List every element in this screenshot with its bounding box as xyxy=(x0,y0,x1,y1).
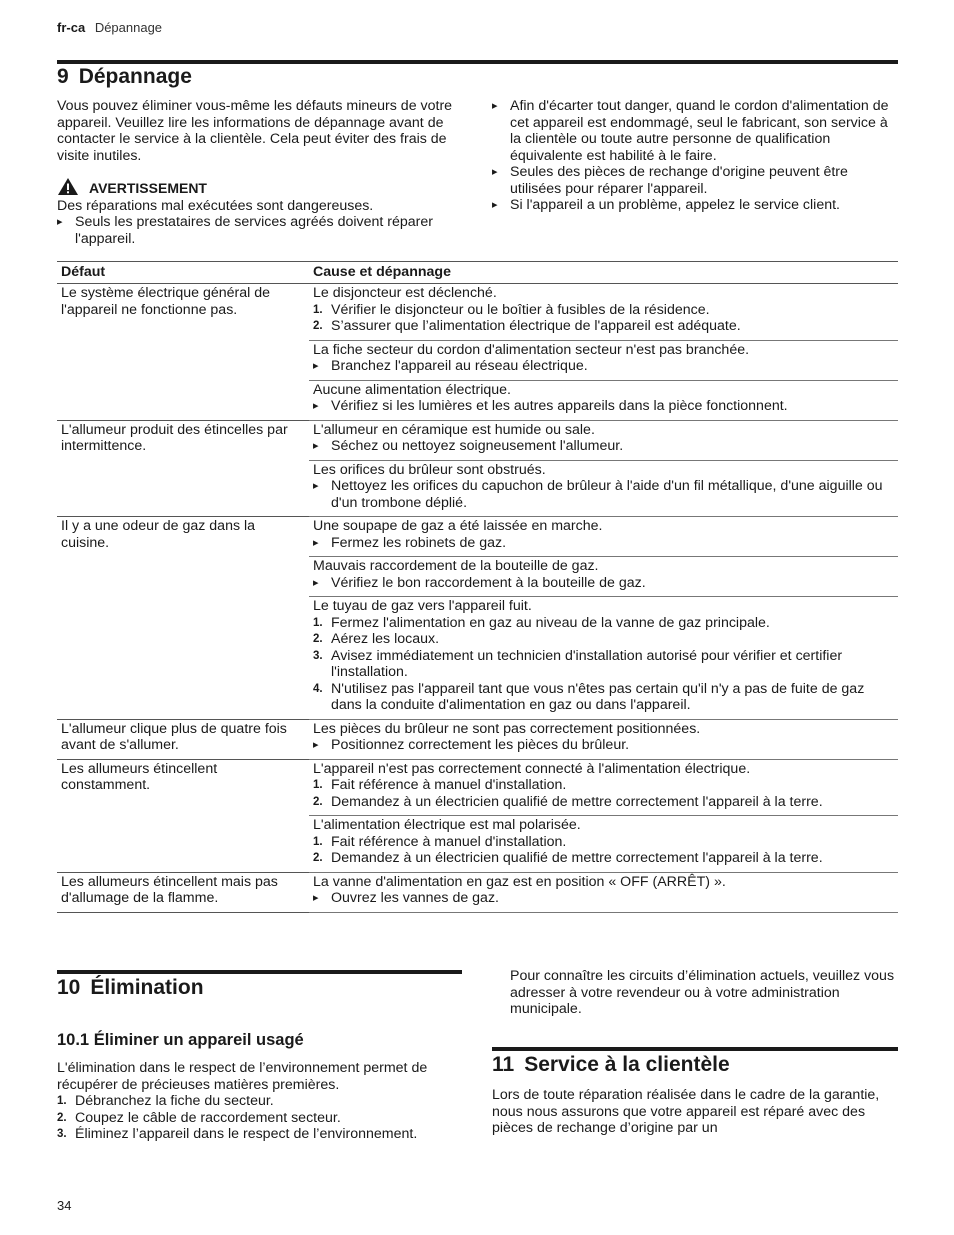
defect-cell: Les allumeurs étincellent mais pas d'allumage de la flamme. xyxy=(57,872,309,912)
right-bullet: ▸ Seules des pièces de rechange d'origine peuvent être utilisées pour réparer l'appareil. xyxy=(492,164,897,197)
warning-block xyxy=(57,180,457,247)
table-row xyxy=(57,284,898,341)
warning-text: Des réparations mal exécutées sont dangereuses. xyxy=(57,197,374,214)
remedy-bullet: ▸ Séchez ou nettoyez soigneusement l'allumeur. xyxy=(313,438,894,455)
subsection-10-1-heading xyxy=(57,1030,304,1050)
step-item: 3. Avisez immédiatement un technicien d'installation autorisé pour vérifier et certifier l'installation. xyxy=(313,647,843,680)
column-header-defect: Défaut xyxy=(57,262,309,284)
cause-text: L'appareil n'est pas correctement connecté à l'alimentation électrique. xyxy=(313,760,751,777)
section-title: Service à la clientèle xyxy=(524,1053,730,1076)
cause-cell xyxy=(309,557,898,597)
section-title: Élimination xyxy=(90,976,204,999)
remedy-bullet: ▸ Nettoyez les orifices du capuchon de brûleur à l'aide d'un fil métallique, d'une aiguille ou d'un trombone déplié. xyxy=(313,478,894,511)
cause-cell xyxy=(309,872,898,912)
section-rule xyxy=(57,60,898,64)
cause-text: Les orifices du brûleur sont obstrués. xyxy=(313,461,546,478)
cause-text: La vanne d'alimentation en gaz est en position « OFF (ARRÊT) ». xyxy=(313,873,726,890)
remedy-bullet: ▸ Branchez l'appareil au réseau électrique. xyxy=(313,358,894,375)
section-number: 10 xyxy=(57,976,81,999)
warning-icon xyxy=(57,177,79,196)
table-header-row xyxy=(57,262,898,284)
section-number: 9 xyxy=(57,65,69,88)
remedy-bullet: ▸ Fermez les robinets de gaz. xyxy=(313,535,894,552)
table-row xyxy=(57,420,898,460)
remedy-bullet: ▸ Ouvrez les vannes de gaz. xyxy=(313,890,894,907)
cause-cell xyxy=(309,284,898,341)
step-item: 2. Demandez à un électricien qualifié de mettre correctement l'appareil à la terre. xyxy=(313,850,823,866)
cause-text: Aucune alimentation électrique. xyxy=(313,381,511,398)
page-number: 34 xyxy=(57,1198,72,1213)
cause-cell xyxy=(309,517,898,557)
step-item: 1. Fait référence à manuel d'installation. xyxy=(313,833,567,850)
cause-cell xyxy=(309,340,898,380)
table-row xyxy=(57,517,898,557)
language-code: fr-ca xyxy=(57,20,86,35)
section-rule xyxy=(57,970,462,974)
warning-title-text: AVERTISSEMENT xyxy=(89,180,207,196)
section-9-heading xyxy=(57,65,192,89)
cause-text: Une soupape de gaz a été laissée en marche. xyxy=(313,518,603,534)
cause-text: L'allumeur en céramique est humide ou sale. xyxy=(313,421,595,438)
remedy-bullet: ▸ Vérifiez le bon raccordement à la bouteille de gaz. xyxy=(313,575,894,592)
cause-text: Le tuyau de gaz vers l'appareil fuit. xyxy=(313,598,532,614)
step-item: 2. S’assurer que l’alimentation électrique de l'appareil est adéquate. xyxy=(313,318,741,334)
step-item: 1. Fermez l'alimentation en gaz au niveau de la vanne de gaz principale. xyxy=(313,614,770,631)
step-item: 1. Débranchez la fiche du secteur. xyxy=(57,1093,274,1109)
cause-text: L'alimentation électrique est mal polarisée. xyxy=(313,817,581,833)
cause-text: La fiche secteur du cordon d'alimentation secteur n'est pas branchée. xyxy=(313,341,750,358)
defect-cell: Les allumeurs étincellent constamment. xyxy=(57,759,309,872)
cause-cell xyxy=(309,759,898,816)
cause-cell xyxy=(309,597,898,720)
running-header xyxy=(57,20,162,37)
cause-text: Le disjoncteur est déclenché. xyxy=(313,285,497,301)
section-11-heading xyxy=(492,1053,730,1077)
defect-cell: Il y a une odeur de gaz dans la cuisine. xyxy=(57,517,309,720)
defect-cell: Le système électrique général de l'appareil ne fonctionne pas. xyxy=(57,284,309,421)
warning-title xyxy=(57,180,457,197)
header-section: Dépannage xyxy=(94,20,163,35)
section-10-intro: L'élimination dans le respect de l’environnement permet de récupérer de précieuses matières premières. xyxy=(57,1060,428,1093)
section-title: Dépannage xyxy=(78,65,192,88)
warning-bullet: ▸ Seuls les prestataires de services agréés doivent réparer l'appareil. xyxy=(57,214,457,247)
cause-cell xyxy=(309,816,898,873)
defect-cell: L'allumeur clique plus de quatre fois avant de s'allumer. xyxy=(57,719,309,759)
section-number: 11 xyxy=(492,1053,515,1076)
disposal-info: Pour connaître les circuits d’élimination actuels, veuillez vous adresser à votre revendeur ou à votre administration municipale. xyxy=(510,968,895,1017)
section-10-body xyxy=(57,1060,462,1143)
step-item: 3. Éliminez l’appareil dans le respect de l’environnement. xyxy=(57,1126,418,1142)
remedy-bullet: ▸ Vérifiez si les lumières et les autres appareils dans la pièce fonctionnent. xyxy=(313,398,894,415)
remedy-bullet: ▸ Positionnez correctement les pièces du brûleur. xyxy=(313,737,894,754)
subsection-number: 10.1 xyxy=(57,1031,90,1049)
table-row xyxy=(57,759,898,816)
section-9-right-bullets xyxy=(492,98,897,214)
troubleshooting-table xyxy=(57,261,898,913)
cause-cell xyxy=(309,460,898,517)
step-item: 1. Fait référence à manuel d'installation. xyxy=(313,777,567,793)
step-item: 4. N'utilisez pas l'appareil tant que vous n'êtes pas certain qu'il n'y a pas de fuite de gaz dans la conduite d'alimentation en gaz ou dans l'appareil. xyxy=(313,680,865,713)
subsection-title: Éliminer un appareil usagé xyxy=(93,1031,304,1049)
column-header-cause: Cause et dépannage xyxy=(309,262,898,284)
cause-text: Les pièces du brûleur ne sont pas correctement positionnées. xyxy=(313,720,701,737)
step-item: 2. Aérez les locaux. xyxy=(313,631,440,647)
service-text: Lors de toute réparation réalisée dans le cadre de la garantie, nous nous assurons que votre appareil est réparé avec des pièces de rechange d’origine par un xyxy=(492,1087,880,1136)
cause-cell xyxy=(309,420,898,460)
cause-cell xyxy=(309,719,898,759)
section-9-intro: Vous pouvez éliminer vous-même les défauts mineurs de votre appareil. Veuillez lire les informations de dépannage avant de contacter le service à la clientèle. Cela peut éviter des frais de visite inutiles. xyxy=(57,98,453,164)
section-rule xyxy=(492,1047,898,1051)
defect-cell: L'allumeur produit des étincelles par intermittence. xyxy=(57,420,309,517)
step-item: 2. Demandez à un électricien qualifié de mettre correctement l'appareil à la terre. xyxy=(313,793,823,810)
step-item: 1. Vérifier le disjoncteur ou le boîtier à fusibles de la résidence. xyxy=(313,301,710,318)
cause-cell xyxy=(309,380,898,420)
right-bullet: ▸ Si l'appareil a un problème, appelez le service client. xyxy=(492,197,897,214)
cause-text: Mauvais raccordement de la bouteille de gaz. xyxy=(313,558,599,574)
step-item: 2. Coupez le câble de raccordement secteur. xyxy=(57,1109,341,1126)
section-10-heading xyxy=(57,976,204,1000)
right-bullet: ▸ Afin d'écarter tout danger, quand le cordon d'alimentation de cet appareil est endommagé, seul le fabricant, son service à la clientèle ou toute autre personne de qualification équivalente est habilité à le faire. xyxy=(492,98,897,164)
table-row xyxy=(57,872,898,912)
table-row xyxy=(57,719,898,759)
